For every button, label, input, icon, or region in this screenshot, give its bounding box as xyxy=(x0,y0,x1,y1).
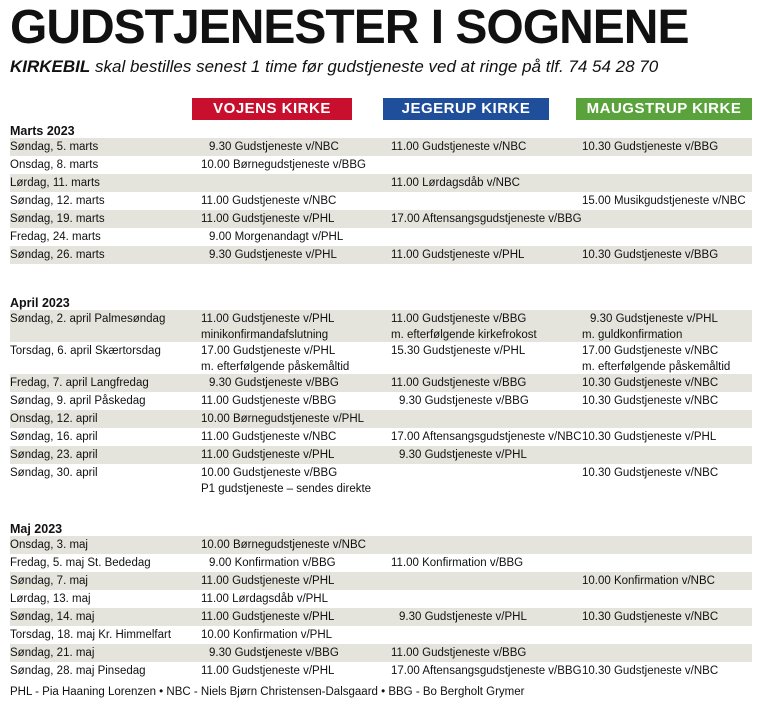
table-row xyxy=(10,138,752,156)
service-line: 11.00 Gudstjeneste v/BBG xyxy=(201,395,337,407)
service-line: 17.00 Gudstjeneste v/NBC xyxy=(582,345,719,357)
service-date: Søndag, 26. marts xyxy=(10,249,105,261)
service-vojens xyxy=(201,662,334,679)
table-row xyxy=(10,428,752,446)
service-date: Onsdag, 12. april xyxy=(10,413,98,425)
service-maugstrup xyxy=(582,464,718,481)
service-vojens xyxy=(201,428,336,445)
service-date: Søndag, 28. maj Pinsedag xyxy=(10,665,146,677)
service-maugstrup xyxy=(582,310,718,343)
service-line: 11.00 Gudstjeneste v/PHL xyxy=(201,449,335,461)
service-date: Søndag, 23. april xyxy=(10,449,98,461)
service-date: Onsdag, 3. maj xyxy=(10,539,88,551)
service-line: 9.30 Gudstjeneste v/BBG xyxy=(209,377,339,389)
service-vojens xyxy=(201,446,334,463)
table-row xyxy=(10,156,752,174)
service-date: Søndag, 7. maj xyxy=(10,575,88,587)
service-line: 10.30 Gudstjeneste v/NBC xyxy=(582,611,719,623)
service-maugstrup xyxy=(582,572,715,589)
service-line: 9.30 Gudstjeneste v/PHL xyxy=(399,449,527,461)
service-jegerup xyxy=(391,644,526,661)
service-vojens xyxy=(201,590,328,607)
service-line: 15.30 Gudstjeneste v/PHL xyxy=(391,345,526,357)
service-vojens xyxy=(201,536,366,553)
service-line: 11.00 Gudstjeneste v/PHL xyxy=(201,611,335,623)
header-jegerup-kirke: JEGERUP KIRKE xyxy=(383,98,549,120)
table-row xyxy=(10,192,752,210)
service-line: 11.00 Gudstjeneste v/PHL xyxy=(201,575,335,587)
service-date: Fredag, 24. marts xyxy=(10,231,101,243)
service-line: 11.00 Gudstjeneste v/PHL xyxy=(201,313,335,325)
service-jegerup xyxy=(391,246,524,263)
service-date: Torsdag, 6. april Skærtorsdag xyxy=(10,345,161,357)
month-heading: Marts 2023 xyxy=(10,124,75,138)
service-date: Søndag, 19. marts xyxy=(10,213,105,225)
header-vojens-kirke: VOJENS KIRKE xyxy=(192,98,352,120)
table-row xyxy=(10,174,752,192)
service-date: Søndag, 2. april Palmesøndag xyxy=(10,313,166,325)
service-jegerup xyxy=(391,608,527,625)
service-line: 11.00 Gudstjeneste v/NBC xyxy=(201,431,337,443)
header-maugstrup-kirke: MAUGSTRUP KIRKE xyxy=(576,98,752,120)
service-vojens xyxy=(201,228,343,245)
service-maugstrup xyxy=(582,392,718,409)
service-date: Onsdag, 8. marts xyxy=(10,159,99,171)
subtitle-text: skal bestilles senest 1 time før gudstjeneste ved at ringe på tlf. 74 54 28 70 xyxy=(90,57,659,76)
service-jegerup xyxy=(391,662,582,679)
table-row xyxy=(10,374,752,392)
service-line: 10.30 Gudstjeneste v/NBC xyxy=(582,395,719,407)
service-date: Fredag, 7. april Langfredag xyxy=(10,377,149,389)
service-line: 10.30 Gudstjeneste v/NBC xyxy=(582,665,719,677)
service-line: 9.30 Gudstjeneste v/BBG xyxy=(209,647,339,659)
table-row xyxy=(10,644,752,662)
service-line: m. efterfølgende kirkefrokost xyxy=(391,329,537,341)
service-vojens xyxy=(201,572,334,589)
subtitle-bold: KIRKEBIL xyxy=(10,57,91,76)
table-row xyxy=(10,342,752,374)
service-date: Søndag, 12. marts xyxy=(10,195,105,207)
service-vojens xyxy=(201,246,337,263)
service-line: 17.00 Aftensangsgudstjeneste v/BBG xyxy=(391,665,582,677)
service-line: m. efterfølgende påskemåltid xyxy=(201,361,350,373)
service-line: 10.00 Konfirmation v/PHL xyxy=(201,629,333,641)
service-line: 11.00 Gudstjeneste v/NBC xyxy=(201,195,337,207)
service-line: 10.00 Gudstjeneste v/BBG xyxy=(201,467,338,479)
service-line: 10.30 Gudstjeneste v/PHL xyxy=(582,431,717,443)
month-heading: April 2023 xyxy=(10,296,70,310)
service-line: 9.30 Gudstjeneste v/NBC xyxy=(209,141,339,153)
service-line: 10.30 Gudstjeneste v/NBC xyxy=(582,377,719,389)
month-rows xyxy=(10,536,752,680)
service-line: 9.30 Gudstjeneste v/BBG xyxy=(399,395,529,407)
table-row xyxy=(10,392,752,410)
page-title: GUDSTJENESTER I SOGNENE xyxy=(10,1,689,54)
service-date: Torsdag, 18. maj Kr. Himmelfart xyxy=(10,629,172,641)
table-row xyxy=(10,246,752,264)
table-row xyxy=(10,554,752,572)
service-date: Fredag, 5. maj St. Bededag xyxy=(10,557,151,569)
service-vojens xyxy=(201,374,339,391)
service-line: 10.30 Gudstjeneste v/BBG xyxy=(582,141,719,153)
table-row xyxy=(10,446,752,464)
service-date: Søndag, 14. maj xyxy=(10,611,95,623)
subtitle xyxy=(10,56,658,78)
service-line: 10.30 Gudstjeneste v/NBC xyxy=(582,467,719,479)
service-line: 9.00 Konfirmation v/BBG xyxy=(209,557,336,569)
service-line: minikonfirmandafslutning xyxy=(201,329,329,341)
service-vojens xyxy=(201,210,334,227)
table-row xyxy=(10,626,752,644)
service-maugstrup xyxy=(582,192,746,209)
service-jegerup xyxy=(391,138,526,155)
table-row xyxy=(10,536,752,554)
service-vojens xyxy=(201,626,332,643)
service-vojens xyxy=(201,554,336,571)
service-line: 11.00 Gudstjeneste v/PHL xyxy=(391,249,525,261)
table-row xyxy=(10,464,752,496)
table-row xyxy=(10,572,752,590)
service-line: 17.00 Aftensangsgudstjeneste v/BBG xyxy=(391,213,582,225)
service-line: 9.00 Morgenandagt v/PHL xyxy=(209,231,344,243)
service-line: 9.30 Gudstjeneste v/PHL xyxy=(399,611,527,623)
service-jegerup xyxy=(391,428,582,445)
service-line: m. guldkonfirmation xyxy=(582,329,683,341)
service-vojens xyxy=(201,608,334,625)
service-vojens xyxy=(201,644,339,661)
service-line: 10.00 Børnegudstjeneste v/NBC xyxy=(201,539,366,551)
service-date: Lørdag, 13. maj xyxy=(10,593,91,605)
service-maugstrup xyxy=(582,342,730,375)
table-row xyxy=(10,310,752,342)
service-line: m. efterfølgende påskemåltid xyxy=(582,361,731,373)
service-vojens xyxy=(201,192,336,209)
service-jegerup xyxy=(391,342,525,359)
table-row xyxy=(10,228,752,246)
service-line: 11.00 Gudstjeneste v/BBG xyxy=(391,377,527,389)
table-row xyxy=(10,410,752,428)
service-maugstrup xyxy=(582,246,718,263)
table-row xyxy=(10,608,752,626)
month-rows xyxy=(10,310,752,496)
service-vojens xyxy=(201,342,349,375)
month-rows xyxy=(10,138,752,264)
footer-legend: PHL - Pia Haaning Lorenzen • NBC - Niels Bjørn Christensen-Dalsgaard • BBG - Bo Bergholt Grymer xyxy=(10,686,525,698)
service-vojens xyxy=(201,464,371,497)
service-date: Søndag, 5. marts xyxy=(10,141,99,153)
service-date: Søndag, 30. april xyxy=(10,467,98,479)
table-row xyxy=(10,210,752,228)
service-line: 11.00 Gudstjeneste v/PHL xyxy=(201,213,335,225)
service-maugstrup xyxy=(582,374,718,391)
service-line: 15.00 Musikgudstjeneste v/NBC xyxy=(582,195,746,207)
service-maugstrup xyxy=(582,662,718,679)
service-date: Lørdag, 11. marts xyxy=(10,177,100,189)
service-maugstrup xyxy=(582,138,718,155)
service-line: 10.00 Konfirmation v/NBC xyxy=(582,575,715,587)
service-line: 9.30 Gudstjeneste v/PHL xyxy=(590,313,718,325)
service-line: 11.00 Lørdagsdåb v/NBC xyxy=(391,177,520,189)
service-line: 10.00 Børnegudstjeneste v/PHL xyxy=(201,413,365,425)
service-line: 11.00 Lørdagsdåb v/PHL xyxy=(201,593,329,605)
service-line: 9.30 Gudstjeneste v/PHL xyxy=(209,249,337,261)
service-line: 10.00 Børnegudstjeneste v/BBG xyxy=(201,159,366,171)
service-vojens xyxy=(201,392,336,409)
service-date: Søndag, 9. april Påskedag xyxy=(10,395,146,407)
service-maugstrup xyxy=(582,428,716,445)
service-jegerup xyxy=(391,310,537,343)
service-jegerup xyxy=(391,554,523,571)
service-line: 11.00 Gudstjeneste v/BBG xyxy=(391,313,527,325)
service-line: 10.30 Gudstjeneste v/BBG xyxy=(582,249,719,261)
service-jegerup xyxy=(391,210,582,227)
table-row xyxy=(10,590,752,608)
service-jegerup xyxy=(391,392,529,409)
service-line: 17.00 Aftensangsgudstjeneste v/NBC xyxy=(391,431,582,443)
month-heading: Maj 2023 xyxy=(10,522,63,536)
service-line: 11.00 Gudstjeneste v/NBC xyxy=(391,141,527,153)
service-vojens xyxy=(201,138,339,155)
service-jegerup xyxy=(391,374,526,391)
service-date: Søndag, 16. april xyxy=(10,431,98,443)
service-date: Søndag, 21. maj xyxy=(10,647,95,659)
service-jegerup xyxy=(391,446,527,463)
service-maugstrup xyxy=(582,608,718,625)
service-line: P1 gudstjeneste – sendes direkte xyxy=(201,483,372,495)
service-jegerup xyxy=(391,174,520,191)
service-line: 11.00 Gudstjeneste v/PHL xyxy=(201,665,335,677)
table-row xyxy=(10,662,752,680)
service-line: 17.00 Gudstjeneste v/PHL xyxy=(201,345,336,357)
service-vojens xyxy=(201,310,334,343)
service-line: 11.00 Konfirmation v/BBG xyxy=(391,557,524,569)
service-vojens xyxy=(201,156,366,173)
service-line: 11.00 Gudstjeneste v/BBG xyxy=(391,647,527,659)
service-vojens xyxy=(201,410,364,427)
